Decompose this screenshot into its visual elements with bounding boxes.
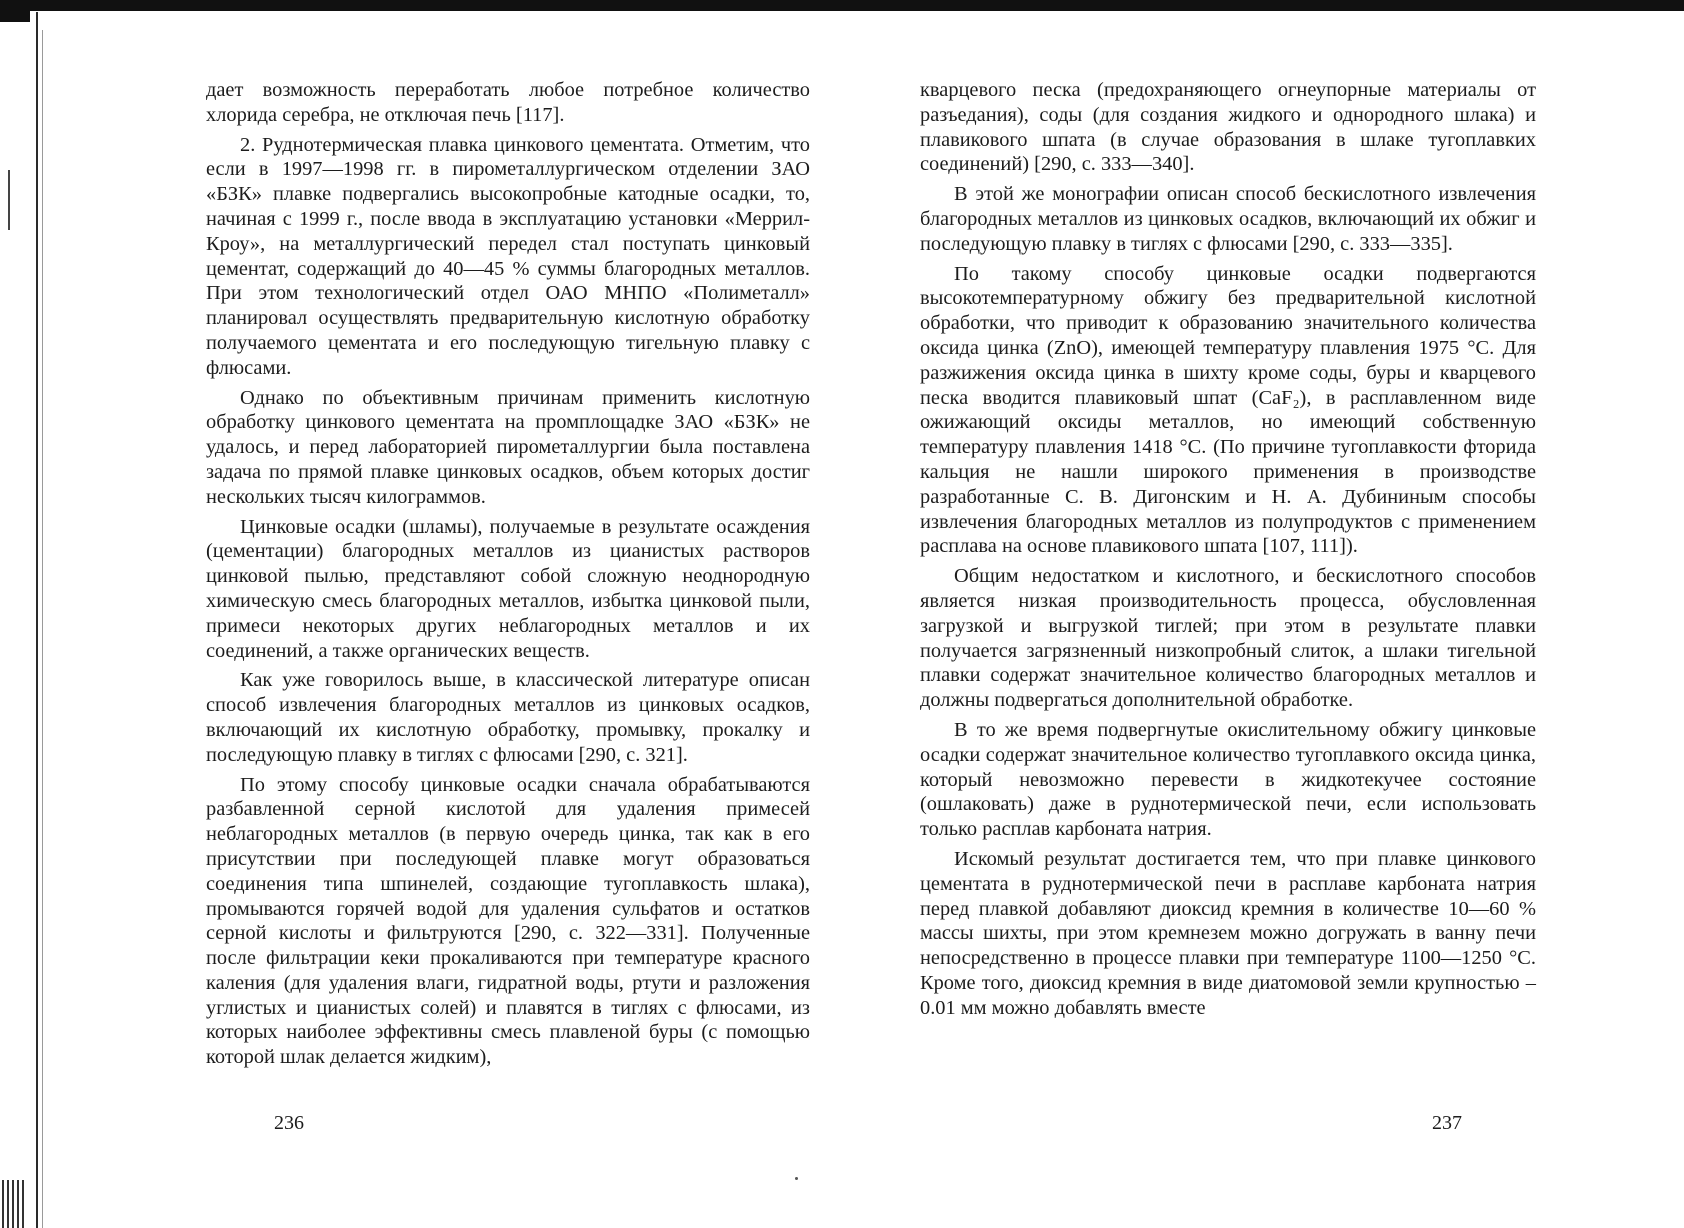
scan-speck: [795, 1177, 798, 1180]
binding-shadow-line: [42, 30, 43, 1228]
paragraph: дает возможность переработать любое потребное количество хлорида серебра, не отключая печь [117].: [206, 79, 810, 126]
binding-shadow-line: [36, 12, 38, 1228]
scan-left-edge: [0, 0, 48, 1228]
right-page: [920, 78, 1536, 1025]
left-page: [206, 78, 810, 1075]
page-number: 236: [274, 1112, 304, 1134]
paragraph: кварцевого песка (предохраняющего огнеупорные материалы от разъедания), соды (для создания жидкого и однородного шлака) и плавикового шпата (в случае образования в шлаке тугоплавких соединений) [290, с. 333—340].: [920, 79, 1536, 176]
paragraph: По такому способу цинковые осадки подвергаются высокотемпературному обжигу без предварительной кислотной обработки, что приводит к образованию значительного количества оксида цинка (ZnO), имеющей температуру плавления 1975 °С. Для разжижения оксида цинка в шихту кроме соды, буры и кварцевого песка вводится плавиковый шпат (CaF₂), в расплавленном виде ожижающий оксиды металлов, но имеющий собственную температуру плавления 1418 °С. (По причине тугоплавкости фторида кальция не нашли широкого применения в производстве разработанные С. В. Дигонским и Н. А. Дубининым способы извлечения благородных металлов из полупродуктов с применением расплава на основе плавикового шпата [107, 111]).: [920, 262, 1536, 558]
paragraph: По этому способу цинковые осадки сначала обрабатываются разбавленной серной кислотой для удаления примесей неблагородных металлов (в первую очередь цинка, так как в его присутствии при последующей плавке могут образоваться соединения типа шпинелей, создающие тугоплавкость шлака), промываются горячей водой для удаления сульфатов и остатков серной кислоты и фильтруются [290, с. 322—331]. Полученные после фильтрации кеки прокаливаются при температуре красного каления (для удаления влаги, гидратной воды, ртути и разложения углистых и цианистых солей) и плавятся в тиглях с флюсами, из которых наиболее эффективны смесь плавленой буры (с помощью которой шлак делается жидким),: [206, 773, 810, 1069]
paragraph: Искомый результат достигается тем, что при плавке цинкового цементата в руднотермической печи в расплаве карбоната натрия перед плавкой добавляют диоксид кремния в количестве 10—60 % массы шихты, при этом кремнезем можно догружать в ванну печи непосредственно в процессе плавки при температуре 1100—1250 °С. Кроме того, диоксид кремния в виде диатомовой земли крупностью –0.01 мм можно добавлять вместе: [920, 847, 1536, 1019]
page-number: 237: [1432, 1112, 1462, 1134]
scan-top-border: [0, 0, 1684, 11]
paragraph: В то же время подвергнутые окислительному обжигу цинковые осадки содержат значительное количество тугоплавкого оксида цинка, который невозможно перевести в жидкотекучее состояние (ошлаковать) даже в руднотермической печи, если использовать только расплав карбоната натрия.: [920, 718, 1536, 841]
scan-artifact-mark: [8, 170, 10, 230]
paragraph: Как уже говорилось выше, в классической литературе описан способ извлечения благородных металлов из цинковых осадков, включающий их кислотную обработку, промывку, прокалку и последующую плавку в тиглях с флюсами [290, с. 321].: [206, 669, 810, 766]
paragraph: Общим недостатком и кислотного, и бескислотного способов является низкая производительность процесса, обусловленная загрузкой и выгрузкой тиглей; при этом в результате плавки получается загрязненный низкопробный слиток, а шлаки тигельной плавки содержат значительное количество благородных металлов и должны подвергаться дополнительной обработке.: [920, 565, 1536, 712]
paragraph: 2. Руднотермическая плавка цинкового цементата. Отметим, что если в 1997—1998 гг. в пирометаллургическом отделении ЗАО «БЗК» плавке подвергались высокопробные катодные осадки, то, начиная с 1999 г., после ввода в эксплуатацию установки «Меррил-Кроу», на металлургический передел стал поступать цинковый цементат, содержащий до 40—45 % суммы благородных металлов. При этом технологический отдел ОАО МНПО «Полиметалл» планировал осуществлять предварительную кислотную обработку получаемого цементата и его последующую тигельную плавку с флюсами.: [206, 133, 810, 379]
paragraph: Цинковые осадки (шламы), получаемые в результате осаждения (цементации) благородных металлов из цианистых растворов цинковой пылью, представляют собой сложную неоднородную химическую смесь благородных металлов, избытка цинковой пыли, примеси некоторых других неблагородных металлов и их соединений, а также органических веществ.: [206, 515, 810, 662]
paragraph: Однако по объективным причинам применить кислотную обработку цинкового цементата на промплощадке ЗАО «БЗК» не удалось, и перед лабораторией пирометаллургии была поставлена задача по прямой плавке цинковых осадков, объем которых достиг нескольких тысяч килограммов.: [206, 386, 810, 508]
scan-corner-mark: [0, 0, 30, 22]
paragraph: В этой же монографии описан способ бескислотного извлечения благородных металлов из цинковых осадков, включающий их обжиг и последующую плавку в тиглях с флюсами [290, с. 333—335].: [920, 183, 1536, 255]
scan-artifact-pattern: [2, 1180, 24, 1228]
